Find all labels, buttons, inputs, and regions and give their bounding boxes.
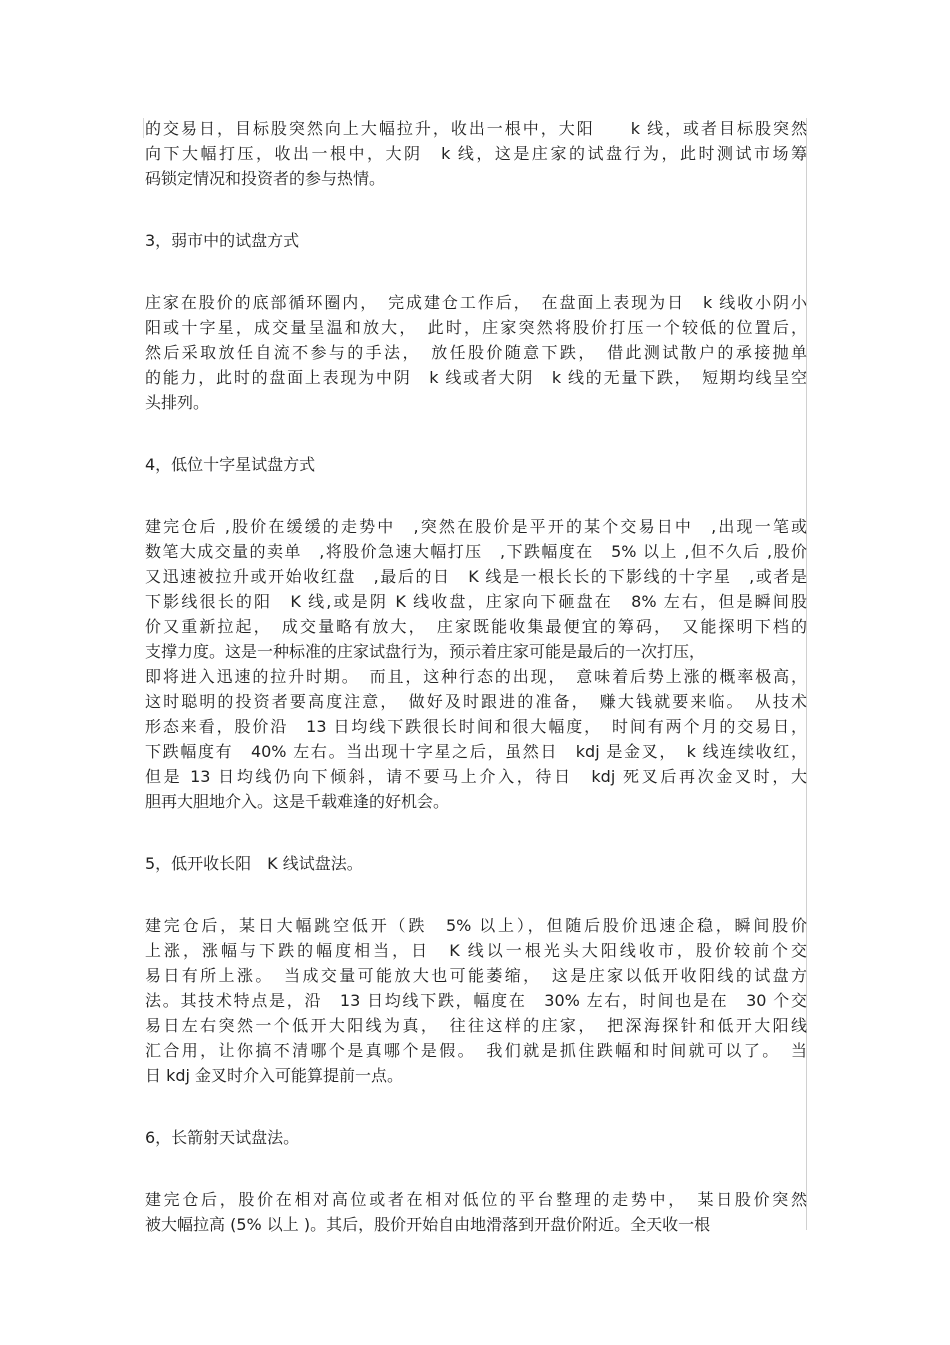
text-line: 汇合用，让你搞不清哪个是真哪个是假。 我们就是抓住跌幅和时间就可以了。 当 [145, 1041, 807, 1060]
paragraph-5 [145, 1187, 807, 1237]
paragraph-3 [145, 514, 807, 814]
text-line: 下影线很长的阳 K 线,或是阴 K 线收盘，庄家向下砸盘在 8% 左右，但是瞬间股 [145, 592, 807, 611]
text-line: 法。其技术特点是，沿 13 日均线下跌，幅度在 30% 左右，时间也是在 30 个交 [145, 991, 807, 1010]
section-heading-3: 3，弱市中的试盘方式 [145, 231, 300, 250]
paragraph-1 [145, 116, 807, 191]
text-line: 庄家在股价的底部循环圈内， 完成建仓工作后， 在盘面上表现为日 k 线收小阴小 [145, 293, 807, 312]
text-line: 日 kdj 金叉时介入可能算提前一点。 [145, 1066, 404, 1085]
text-line: 易日左右突然一个低开大阳线为真， 往往这样的庄家， 把深海探针和低开大阳线 [145, 1016, 807, 1035]
text-line: 建完仓后 ,股价在缓缓的走势中 ,突然在股价是平开的某个交易日中 ,出现一笔或 [145, 517, 807, 536]
text-line: 向下大幅打压，收出一根中，大阴 k 线，这是庄家的试盘行为，此时测试市场筹 [145, 144, 807, 163]
text-line: 被大幅拉高 (5% 以上 )。其后，股价开始自由地滑落到开盘价附近。全天收一根 [145, 1215, 711, 1234]
paragraph-2 [145, 290, 807, 415]
paragraph-4 [145, 913, 807, 1088]
text-line: 头排列。 [145, 393, 210, 412]
text-line: 码锁定情况和投资者的参与热情。 [145, 169, 386, 188]
section-heading-6: 6，长箭射天试盘法。 [145, 1128, 300, 1147]
text-line: 易日有所上涨。 当成交量可能放大也可能萎缩， 这是庄家以低开收阳线的试盘方 [145, 966, 807, 985]
text-line: 胆再大胆地介入。这是千载难逢的好机会。 [145, 792, 450, 811]
left-margin-rule [143, 118, 144, 138]
section-heading-4: 4，低位十字星试盘方式 [145, 455, 316, 474]
text-line: 的交易日，目标股突然向上大幅拉升，收出一根中，大阳 k 线，或者目标股突然 [145, 119, 807, 138]
text-line: 价又重新拉起， 成交量略有放大， 庄家既能收集最便宜的筹码， 又能探明下档的 [145, 617, 807, 636]
text-line: 这时聪明的投资者要高度注意， 做好及时跟进的准备， 赚大钱就要来临。 从技术 [145, 692, 807, 711]
document-body [145, 116, 807, 1237]
text-line: 支撑力度。这是一种标准的庄家试盘行为，预示着庄家可能是最后的一次打压， [145, 642, 706, 661]
text-line: 但是 13 日均线仍向下倾斜，请不要马上介入，待日 kdj 死叉后再次金叉时，大 [145, 767, 807, 786]
text-line: 下跌幅度有 40% 左右。当出现十字星之后，虽然日 kdj 是金叉， k 线连续收红， [145, 742, 807, 761]
text-line: 然后采取放任自流不参与的手法， 放任股价随意下跌， 借此测试散户的承接抛单 [145, 343, 807, 362]
text-line: 形态来看，股价沿 13 日均线下跌很长时间和很大幅度， 时间有两个月的交易日， [145, 717, 807, 736]
text-line: 阳或十字星，成交量呈温和放大， 此时，庄家突然将股价打压一个较低的位置后， [145, 318, 807, 337]
text-line: 数笔大成交量的卖单 ,将股价急速大幅打压 ,下跌幅度在 5% 以上 ,但不久后 ,股价 [145, 542, 807, 561]
text-line: 即将进入迅速的拉升时期。 而且，这种行态的出现， 意味着后势上涨的概率极高， [145, 667, 807, 686]
text-line: 建完仓后，股价在相对高位或者在相对低位的平台整理的走势中， 某日股价突然 [145, 1190, 807, 1209]
text-line: 建完仓后，某日大幅跳空低开（跌 5% 以上），但随后股价迅速企稳，瞬间股价 [145, 916, 807, 935]
section-heading-5: 5，低开收长阳 K 线试盘法。 [145, 854, 363, 873]
text-line: 上涨，涨幅与下跌的幅度相当，日 K 线以一根光头大阳线收市，股价较前个交 [145, 941, 807, 960]
text-line: 的能力，此时的盘面上表现为中阴 k 线或者大阴 k 线的无量下跌， 短期均线呈空 [145, 368, 807, 387]
text-line: 又迅速被拉升或开始收红盘 ,最后的日 K 线是一根长长的下影线的十字星 ,或者是 [145, 567, 807, 586]
